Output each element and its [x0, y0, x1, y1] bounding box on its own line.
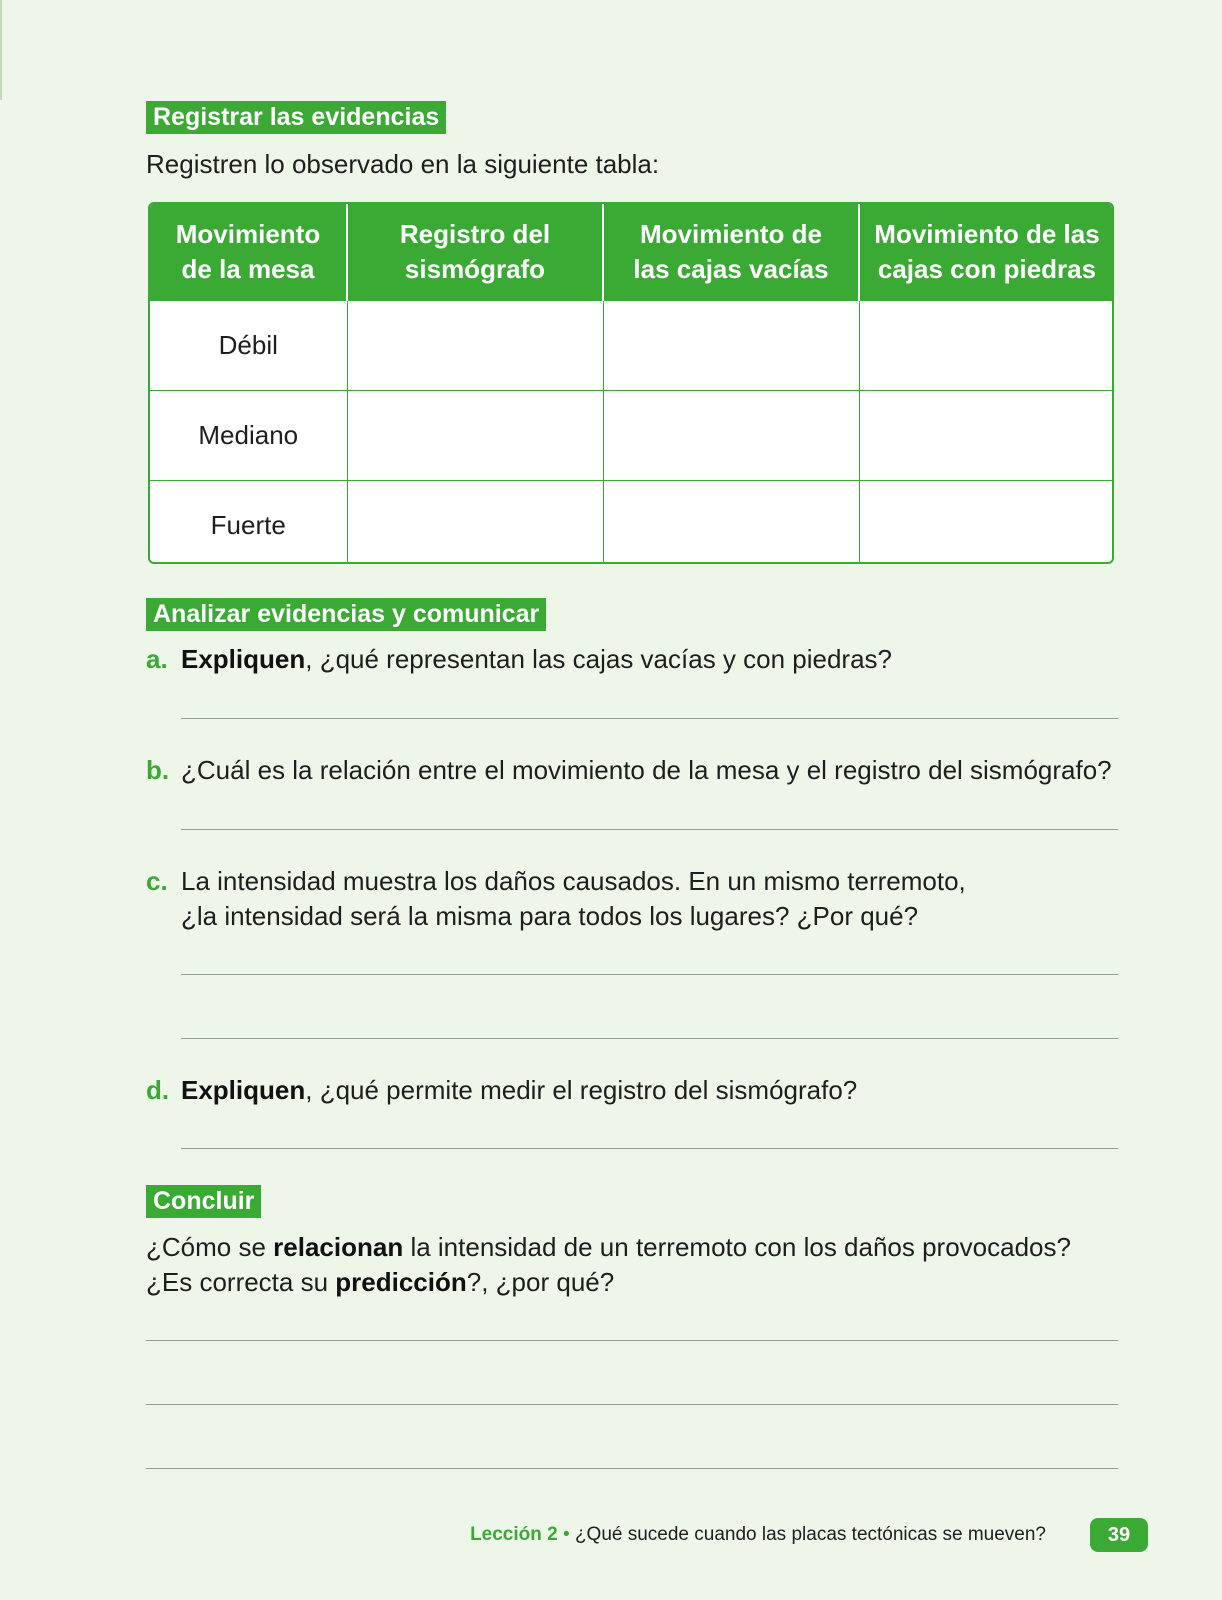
table-row	[150, 481, 1114, 565]
answer-line-d[interactable]	[181, 1148, 1118, 1149]
table-header-row	[150, 204, 1114, 301]
question-text: , ¿qué permite medir el registro del sismógrafo?	[305, 1075, 858, 1105]
table-header-cajas-piedras	[859, 204, 1114, 301]
header-text: Registro del	[399, 219, 551, 249]
question-text: ¿la intensidad será la misma para todos los lugares? ¿Por qué?	[181, 901, 919, 931]
table-cell-input[interactable]	[859, 481, 1114, 565]
answer-line-c1[interactable]	[181, 974, 1118, 975]
table-cell-input[interactable]	[603, 391, 859, 481]
row-label: Fuerte	[150, 481, 347, 565]
table-row	[150, 301, 1114, 391]
question-verb: Expliquen	[181, 644, 306, 674]
table-cell-input[interactable]	[347, 391, 603, 481]
table-header-cajas-vacias	[603, 204, 859, 301]
header-text: Movimiento	[175, 219, 321, 249]
header-text: sismógrafo	[404, 254, 546, 284]
section-label-analyze: Analizar evidencias y comunicar	[146, 598, 546, 631]
conclusion-text: ¿Es correcta su	[146, 1267, 336, 1297]
question-text: ¿Cuál es la relación entre el movimiento de la mesa y el registro del sismógrafo?	[181, 755, 1112, 785]
page-edge	[0, 0, 2, 100]
table-cell-input[interactable]	[859, 301, 1114, 391]
row-label: Débil	[150, 301, 347, 391]
question-text: , ¿qué representan las cajas vacías y con piedras?	[305, 644, 893, 674]
register-intro: Registren lo observado en la siguiente tabla:	[146, 149, 660, 179]
answer-line-b[interactable]	[181, 829, 1118, 830]
answer-line-c2[interactable]	[181, 1038, 1118, 1039]
table-header-sismografo	[347, 204, 603, 301]
answer-line-conclusion-2[interactable]	[146, 1404, 1118, 1405]
table-cell-input[interactable]	[347, 301, 603, 391]
section-label-conclude: Concluir	[146, 1185, 261, 1218]
page-footer	[470, 1520, 1046, 1550]
conclusion-text: ¿Cómo se	[146, 1232, 274, 1262]
conclusion-keyword: predicción	[335, 1267, 467, 1297]
header-text: Movimiento de	[639, 219, 822, 249]
question-letter: d.	[146, 1075, 170, 1105]
page-number: 39	[1090, 1518, 1148, 1552]
question-text: La intensidad muestra los daños causados. En un mismo terremoto,	[181, 866, 966, 896]
answer-line-conclusion-3[interactable]	[146, 1468, 1118, 1469]
header-text: de la mesa	[181, 254, 315, 284]
table-cell-input[interactable]	[347, 481, 603, 565]
question-b	[146, 753, 1112, 788]
row-label: Mediano	[150, 391, 347, 481]
question-c	[146, 864, 966, 931]
table-cell-input[interactable]	[603, 481, 859, 565]
footer-bullet: •	[563, 1524, 570, 1545]
conclusion-text: ?, ¿por qué?	[466, 1267, 615, 1297]
header-text: las cajas vacías	[633, 254, 829, 284]
header-text: cajas con piedras	[877, 254, 1097, 284]
footer-title: ¿Qué sucede cuando las placas tectónicas se mueven?	[574, 1524, 1046, 1545]
footer-lesson: Lección 2	[470, 1524, 558, 1545]
question-a	[146, 642, 893, 677]
question-letter: a.	[146, 644, 168, 674]
answer-line-a[interactable]	[181, 718, 1118, 719]
header-text: Movimiento de las	[874, 219, 1100, 249]
question-d	[146, 1073, 858, 1108]
table-header-mesa	[150, 204, 347, 301]
question-verb: Expliquen	[181, 1075, 306, 1105]
conclusion-question	[146, 1230, 1071, 1300]
conclusion-keyword: relacionan	[273, 1232, 404, 1262]
section-label-register: Registrar las evidencias	[146, 101, 446, 134]
conclusion-text: la intensidad de un terremoto con los daños provocados?	[403, 1232, 1071, 1262]
evidence-table	[148, 202, 1114, 564]
table-cell-input[interactable]	[859, 391, 1114, 481]
question-letter: b.	[146, 755, 170, 785]
answer-line-conclusion-1[interactable]	[146, 1340, 1118, 1341]
question-letter: c.	[146, 866, 168, 896]
table-row	[150, 391, 1114, 481]
table-cell-input[interactable]	[603, 301, 859, 391]
